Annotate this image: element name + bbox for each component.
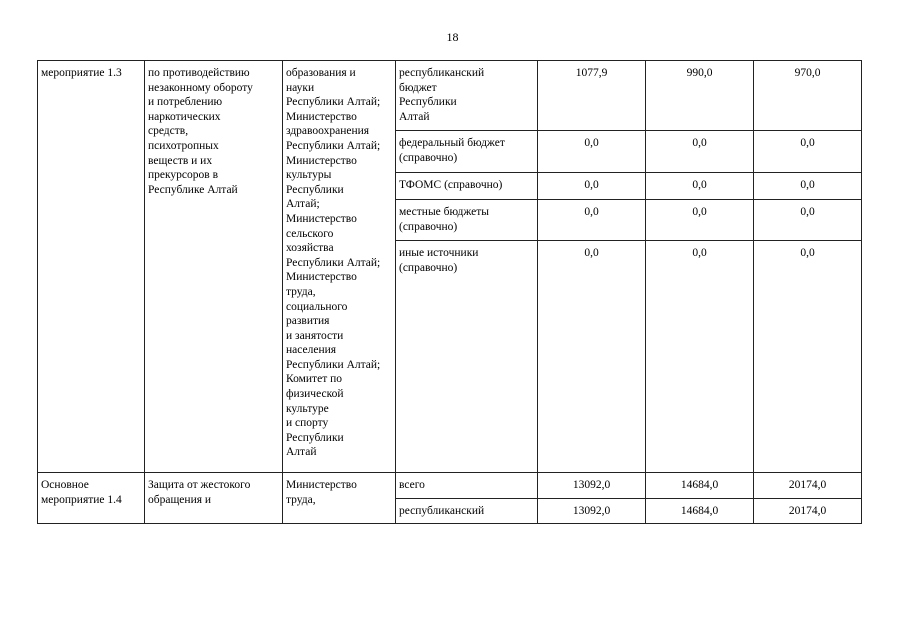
value-year2-cell: 0,0 (646, 241, 754, 473)
event-description-cell: по противодействию незаконному обороту и потреблению наркотических средств, психотропных веществ и их прекурсоров в Республике Алтай (145, 61, 283, 473)
event-name-cell: мероприятие 1.3 (38, 61, 145, 473)
funding-source-cell: республиканский бюджет Республики Алтай (396, 61, 538, 131)
value-year2-cell: 0,0 (646, 200, 754, 241)
table-row (38, 473, 862, 499)
executors-cell: Министерство труда, (283, 473, 396, 524)
value-year1-cell: 13092,0 (538, 499, 646, 524)
funding-source-cell: местные бюджеты (справочно) (396, 200, 538, 241)
value-year3-cell: 0,0 (754, 200, 862, 241)
value-year1-cell: 0,0 (538, 241, 646, 473)
table-row (38, 61, 862, 131)
value-year3-cell: 20174,0 (754, 499, 862, 524)
value-year3-cell: 970,0 (754, 61, 862, 131)
executors-cell: образования и науки Республики Алтай; Министерство здравоохранения Республики Алтай; Министерство культуры Республики Алтай; Министерство сельского хозяйства Республики Алтай; Министерство труда, социального развития и занятости населения Республики Алтай; Комитет по физической культуре и спорту Республики Алтай (283, 61, 396, 473)
funding-source-cell: федеральный бюджет (справочно) (396, 131, 538, 173)
value-year2-cell: 990,0 (646, 61, 754, 131)
value-year1-cell: 0,0 (538, 173, 646, 200)
value-year2-cell: 0,0 (646, 131, 754, 173)
funding-source-cell: иные источники (справочно) (396, 241, 538, 473)
value-year3-cell: 0,0 (754, 131, 862, 173)
event-description-cell: Защита от жестокого обращения и (145, 473, 283, 524)
event-name-cell: Основное мероприятие 1.4 (38, 473, 145, 524)
funding-source-cell: всего (396, 473, 538, 499)
funding-source-cell: ТФОМС (справочно) (396, 173, 538, 200)
value-year3-cell: 0,0 (754, 173, 862, 200)
page-number: 18 (446, 30, 459, 44)
value-year1-cell: 13092,0 (538, 473, 646, 499)
funding-source-cell: республиканский (396, 499, 538, 524)
value-year2-cell: 0,0 (646, 173, 754, 200)
value-year1-cell: 1077,9 (538, 61, 646, 131)
value-year1-cell: 0,0 (538, 200, 646, 241)
program-funding-table (37, 60, 862, 524)
value-year1-cell: 0,0 (538, 131, 646, 173)
value-year2-cell: 14684,0 (646, 473, 754, 499)
value-year3-cell: 0,0 (754, 241, 862, 473)
value-year2-cell: 14684,0 (646, 499, 754, 524)
value-year3-cell: 20174,0 (754, 473, 862, 499)
